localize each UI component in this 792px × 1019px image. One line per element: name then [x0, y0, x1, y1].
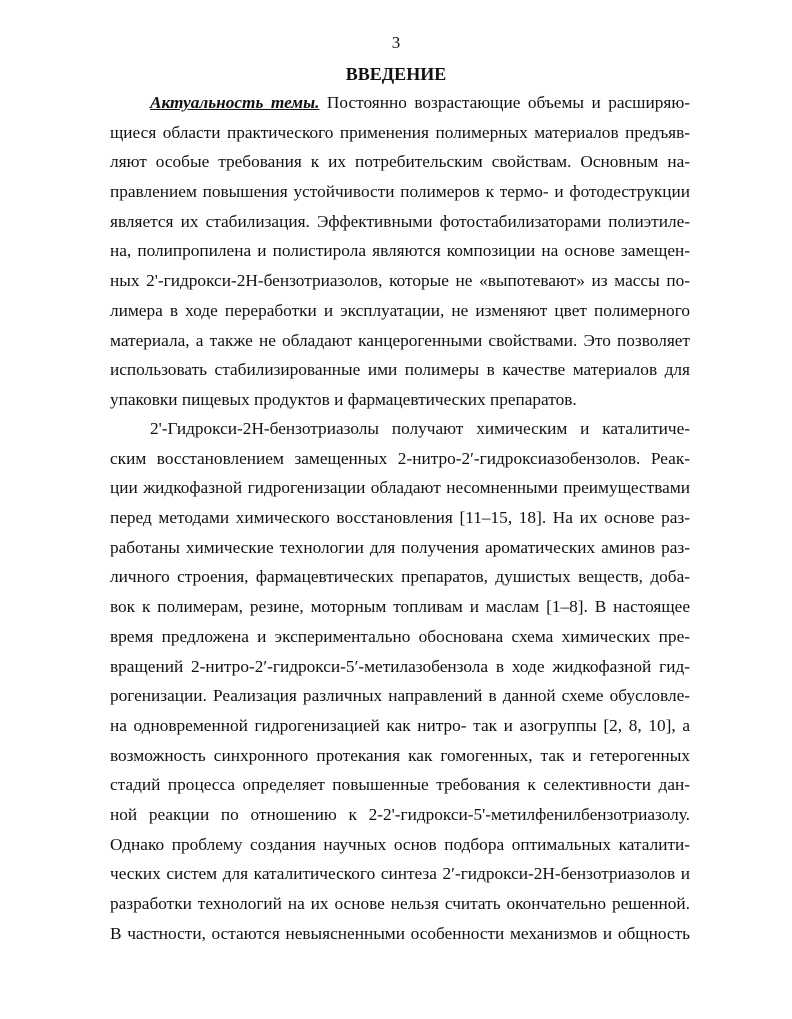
paragraph-line: щиеся области практического применения полимерных материалов предъяв-	[110, 122, 690, 142]
paragraph-line: на, полипропилена и полистирола являются композиции на основе замещен-	[110, 241, 690, 261]
paragraph-line: работаны химические технологии для получения ароматических аминов раз-	[110, 537, 690, 557]
paragraph-line: время предложена и экспериментально обоснована схема химических пре-	[110, 626, 690, 646]
paragraph-line: ческих систем для каталитического синтеза 2′-гидрокси-2Н-бензотриазолов и	[110, 864, 690, 884]
paragraph-line: Однако проблему создания научных основ подбора оптимальных каталити-	[110, 834, 690, 854]
paragraph-line: ных 2'-гидрокси-2Н-бензотриазолов, которые не «выпотевают» из массы по-	[110, 271, 690, 291]
paragraph-benzotriazoles	[110, 414, 690, 948]
paragraph-line: лимера в ходе переработки и эксплуатации, не изменяют цвет полимерного	[110, 300, 690, 320]
paragraph-line: ским восстановлением замещенных 2-нитро-2′-гидроксиазобензолов. Реак-	[110, 448, 690, 468]
paragraph-line: перед методами химического восстановления [11–15, 18]. На их основе раз-	[110, 508, 690, 528]
paragraph-relevance	[110, 88, 690, 415]
section-heading: ВВЕДЕНИЕ	[345, 64, 447, 84]
paragraph-line: материала, а также не обладают канцерогенными свойствами. Это позволяет	[110, 330, 690, 350]
paragraph-line: 2'-Гидрокси-2Н-бензотриазолы получают химическим и каталитиче-	[150, 419, 690, 438]
paragraph-line: ной реакции по отношению к 2-2'-гидрокси-5'-метилфенилбензотриазолу.	[110, 804, 690, 824]
paragraph-line: разработки технологий на их основе нельзя считать окончательно решенной.	[110, 894, 690, 913]
paragraph-line: упаковки пищевых продуктов и фармацевтических препаратов.	[110, 389, 577, 409]
paragraph-line-text: Постоянно возрастающие объемы и расширяю-	[319, 93, 690, 112]
paragraph-line: стадий процесса определяет повышенные требования к селективности дан-	[110, 775, 690, 795]
paragraph-line: возможность синхронного протекания как гомогенных, так и гетерогенных	[110, 745, 690, 765]
paragraph-line: правлением повышения устойчивости полимеров к термо- и фотодеструкции	[110, 182, 690, 202]
paragraph-line	[110, 88, 690, 118]
paragraph-lead: Актуальность темы.	[150, 93, 320, 112]
paragraph-line: рогенизации. Реализация различных направлений в данной схеме обусловле-	[110, 686, 690, 706]
paragraph-line: В частности, остаются невыясненными особенности механизмов и общность	[110, 923, 690, 943]
paragraph-line: на одновременной гидрогенизацией как нитро- так и азогруппы [2, 8, 10], а	[110, 715, 690, 735]
paragraph-line: вок к полимерам, резине, моторным топливам и маслам [1–8]. В настоящее	[110, 597, 690, 617]
paragraph-line: ляют особые требования к их потребительским свойствам. Основным на-	[110, 152, 690, 172]
paragraph-line: ции жидкофазной гидрогенизации обладают несомненными преимуществами	[110, 478, 690, 498]
paragraph-line: использовать стабилизированные ими полимеры в качестве материалов для	[110, 360, 690, 380]
paragraph-line: личного строения, фармацевтических препаратов, душистых веществ, доба-	[110, 567, 690, 587]
paragraph-line: вращений 2-нитро-2′-гидрокси-5′-метилазобензола в ходе жидкофазной гид-	[110, 656, 690, 676]
paragraph-line: является их стабилизация. Эффективными фотостабилизаторами полиэтиле-	[110, 211, 690, 231]
page-number: 3	[391, 33, 401, 52]
